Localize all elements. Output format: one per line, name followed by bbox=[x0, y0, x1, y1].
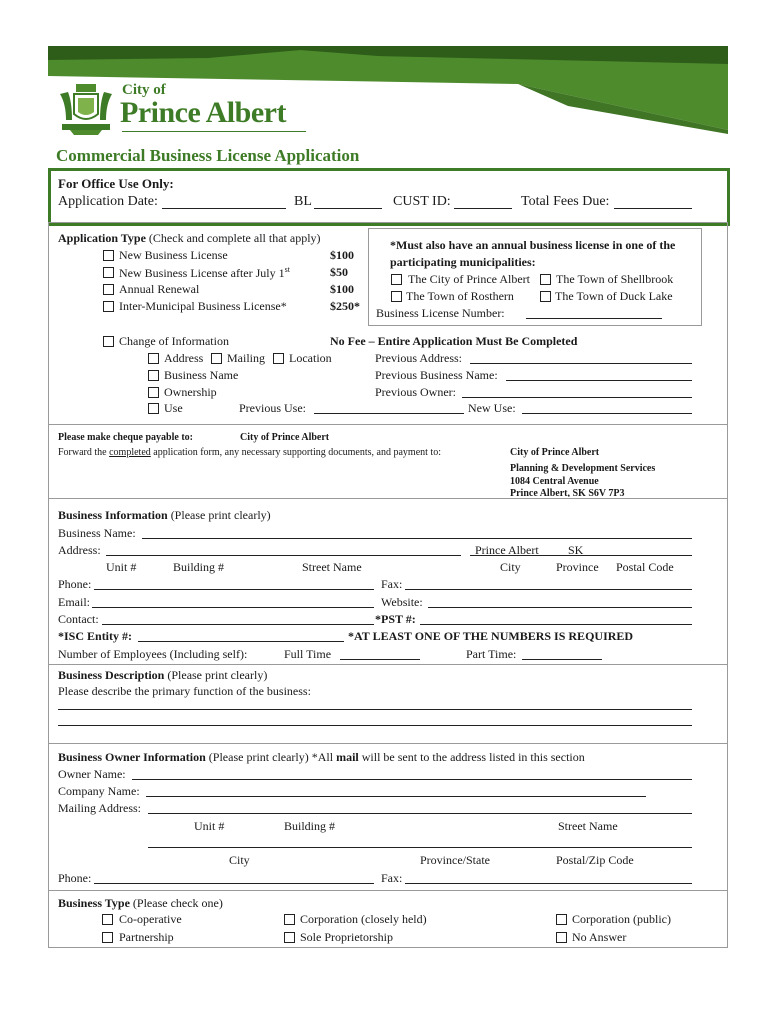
after-july-text: New Business License after July 1 bbox=[119, 266, 285, 280]
change-info-checkbox[interactable] bbox=[103, 336, 114, 347]
inter-municipal-fee: $250* bbox=[330, 299, 360, 313]
address-label: Address: bbox=[58, 543, 101, 557]
rosthern-checkbox[interactable] bbox=[391, 291, 402, 302]
forward-note bbox=[58, 447, 441, 458]
owner-name-label: Owner Name: bbox=[58, 767, 126, 781]
cooperative-checkbox[interactable] bbox=[102, 914, 113, 925]
bl-label: BL bbox=[294, 194, 312, 209]
duck-lake-checkbox[interactable] bbox=[540, 291, 551, 302]
inter-municipal-label: Inter-Municipal Business License* bbox=[119, 299, 287, 313]
location-checkbox[interactable] bbox=[273, 353, 284, 364]
city-value: Prince Albert bbox=[475, 543, 539, 557]
owner-postal-caption: Postal/Zip Code bbox=[556, 853, 634, 867]
corporation-public-checkbox[interactable] bbox=[556, 914, 567, 925]
shellbrook-checkbox[interactable] bbox=[540, 274, 551, 285]
mailing-address-label: Mailing Address: bbox=[58, 801, 141, 815]
address-line-4: Prince Albert, SK S6V 7P3 bbox=[510, 488, 625, 497]
inter-municipal-checkbox[interactable] bbox=[103, 301, 114, 312]
owner-phone-field[interactable] bbox=[94, 883, 374, 884]
contact-label: Contact: bbox=[58, 612, 99, 626]
description-line-2[interactable] bbox=[58, 725, 692, 726]
owner-building-caption: Building # bbox=[284, 819, 336, 833]
fax-field[interactable] bbox=[405, 589, 692, 590]
license-number-field[interactable] bbox=[526, 318, 662, 319]
address-change-label: Address bbox=[164, 351, 204, 365]
phone-label: Phone: bbox=[58, 577, 92, 591]
website-label: Website: bbox=[381, 595, 423, 609]
isc-field[interactable] bbox=[138, 641, 344, 642]
required-note: *AT LEAST ONE OF THE NUMBERS IS REQUIRED bbox=[348, 629, 634, 643]
pa-city-checkbox[interactable] bbox=[391, 274, 402, 285]
use-checkbox[interactable] bbox=[148, 403, 159, 414]
license-number-label: Business License Number: bbox=[376, 306, 505, 320]
previous-owner-field[interactable] bbox=[462, 397, 692, 398]
address-line-2: Planning & Development Services bbox=[510, 463, 656, 474]
owner-city-caption: City bbox=[229, 853, 250, 867]
business-info-title: Business Information bbox=[58, 508, 168, 522]
divider bbox=[48, 664, 728, 665]
unit-caption: Unit # bbox=[106, 560, 137, 574]
location-label: Location bbox=[289, 351, 332, 365]
forward-pre: Forward the bbox=[58, 447, 110, 458]
city-of-label: City of bbox=[122, 82, 166, 98]
building-caption: Building # bbox=[173, 560, 225, 574]
fax-label: Fax: bbox=[381, 577, 403, 591]
corporation-public-label: Corporation (public) bbox=[572, 912, 671, 926]
new-license-checkbox[interactable] bbox=[103, 250, 114, 261]
new-license-fee: $100 bbox=[330, 248, 354, 262]
pst-label: *PST #: bbox=[375, 612, 416, 626]
previous-business-name-field[interactable] bbox=[506, 380, 692, 381]
municipal-note-2: participating municipalities: bbox=[390, 255, 536, 269]
full-time-label: Full Time bbox=[284, 647, 332, 661]
part-time-field[interactable] bbox=[522, 659, 602, 660]
street-caption: Street Name bbox=[302, 560, 362, 574]
owner-note-pre: (Please print clearly) *All bbox=[208, 750, 337, 764]
owner-street-caption: Street Name bbox=[558, 819, 618, 833]
isc-label: *ISC Entity #: bbox=[58, 629, 133, 643]
email-field[interactable] bbox=[92, 607, 374, 608]
partnership-checkbox[interactable] bbox=[102, 932, 113, 943]
owner-fax-field[interactable] bbox=[405, 883, 692, 884]
description-line-1[interactable] bbox=[58, 709, 692, 710]
address-line-1: City of Prince Albert bbox=[510, 447, 600, 458]
bl-field[interactable] bbox=[314, 208, 382, 209]
no-fee-note: No Fee – Entire Application Must Be Completed bbox=[330, 334, 578, 348]
use-label: Use bbox=[164, 401, 183, 415]
part-time-label: Part Time: bbox=[466, 647, 517, 661]
after-july-label bbox=[119, 265, 290, 281]
sole-proprietorship-label: Sole Proprietorship bbox=[300, 930, 393, 944]
annual-renewal-label: Annual Renewal bbox=[119, 282, 200, 296]
address-line-4-clip bbox=[510, 488, 625, 497]
application-date-field[interactable] bbox=[162, 208, 286, 209]
divider bbox=[48, 890, 728, 891]
address-city-line bbox=[470, 555, 692, 556]
after-july-fee: $50 bbox=[330, 265, 348, 279]
change-info-label: Change of Information bbox=[119, 334, 229, 348]
previous-owner-label: Previous Owner: bbox=[375, 385, 456, 399]
previous-address-field[interactable] bbox=[470, 363, 692, 364]
after-july-sup: st bbox=[284, 265, 290, 274]
email-label: Email: bbox=[58, 595, 90, 609]
total-fees-field[interactable] bbox=[614, 208, 692, 209]
divider bbox=[48, 498, 728, 499]
corporation-closely-checkbox[interactable] bbox=[284, 914, 295, 925]
employees-label: Number of Employees (Including self): bbox=[58, 647, 248, 661]
description-prompt: Please describe the primary function of the business: bbox=[58, 684, 311, 698]
partnership-label: Partnership bbox=[119, 930, 174, 944]
province-caption: Province bbox=[556, 560, 599, 574]
annual-renewal-fee: $100 bbox=[330, 282, 354, 296]
form-title: Commercial Business License Application bbox=[56, 146, 360, 165]
owner-unit-caption: Unit # bbox=[194, 819, 225, 833]
province-value: SK bbox=[568, 543, 584, 557]
business-name-field[interactable] bbox=[142, 538, 692, 539]
address-line-3: 1084 Central Avenue bbox=[510, 476, 599, 487]
application-type-title: Application Type bbox=[58, 231, 146, 245]
owner-info-heading bbox=[58, 750, 585, 765]
previous-business-name-label: Previous Business Name: bbox=[375, 368, 498, 382]
cooperative-label: Co-operative bbox=[119, 912, 182, 926]
pa-city-label: The City of Prince Albert bbox=[408, 272, 530, 286]
postal-caption: Postal Code bbox=[616, 560, 674, 574]
cust-id-field[interactable] bbox=[454, 208, 512, 209]
city-crest-logo bbox=[56, 80, 116, 136]
previous-use-field[interactable] bbox=[314, 413, 464, 414]
no-answer-checkbox[interactable] bbox=[556, 932, 567, 943]
description-heading bbox=[58, 668, 267, 683]
no-answer-label: No Answer bbox=[572, 930, 627, 944]
previous-address-label: Previous Address: bbox=[375, 351, 462, 365]
mailing-address-field[interactable] bbox=[148, 813, 692, 814]
application-date-label: Application Date: bbox=[58, 194, 158, 209]
address-checkbox[interactable] bbox=[148, 353, 159, 364]
forward-completed: completed bbox=[109, 447, 151, 458]
owner-phone-label: Phone: bbox=[58, 871, 92, 885]
application-type-note: (Check and complete all that apply) bbox=[148, 231, 321, 245]
owner-note-post: will be sent to the address listed in this section bbox=[358, 750, 585, 764]
previous-use-label: Previous Use: bbox=[239, 401, 306, 415]
duck-lake-label: The Town of Duck Lake bbox=[555, 289, 673, 303]
company-name-field[interactable] bbox=[146, 796, 646, 797]
business-info-note: (Please print clearly) bbox=[170, 508, 271, 522]
divider bbox=[48, 743, 728, 744]
website-field[interactable] bbox=[428, 607, 692, 608]
address-field[interactable] bbox=[106, 555, 461, 556]
phone-field[interactable] bbox=[94, 589, 374, 590]
full-time-field[interactable] bbox=[340, 659, 420, 660]
new-license-label: New Business License bbox=[119, 248, 228, 262]
annual-renewal-checkbox[interactable] bbox=[103, 284, 114, 295]
description-title: Business Description bbox=[58, 668, 165, 682]
municipal-note: *Must also have an annual business license in one of the bbox=[390, 238, 676, 252]
business-type-heading bbox=[58, 896, 223, 911]
owner-note-mail: mail bbox=[336, 750, 359, 764]
logo-underline bbox=[122, 131, 306, 132]
owner-province-caption: Province/State bbox=[420, 853, 490, 867]
cust-id-label: CUST ID: bbox=[393, 194, 451, 209]
new-use-field[interactable] bbox=[522, 413, 692, 414]
owner-info-title: Business Owner Information bbox=[58, 750, 206, 764]
business-type-note: (Please check one) bbox=[132, 896, 223, 910]
business-info-heading bbox=[58, 508, 271, 523]
total-fees-label: Total Fees Due: bbox=[521, 194, 610, 209]
mailing-address-line-2[interactable] bbox=[148, 847, 692, 848]
mailing-label: Mailing bbox=[227, 351, 265, 365]
owner-fax-label: Fax: bbox=[381, 871, 403, 885]
forward-post: application form, any necessary supporting documents, and payment to: bbox=[150, 447, 441, 458]
city-caption: City bbox=[500, 560, 521, 574]
ownership-label: Ownership bbox=[164, 385, 217, 399]
business-name-change-label: Business Name bbox=[164, 368, 239, 382]
divider bbox=[48, 424, 728, 425]
office-use-heading: For Office Use Only: bbox=[58, 176, 174, 191]
cheque-label: Please make cheque payable to: bbox=[58, 432, 193, 443]
application-type-heading bbox=[58, 231, 321, 246]
city-name-logo: Prince Albert bbox=[120, 96, 286, 129]
owner-name-field[interactable] bbox=[132, 779, 692, 780]
after-july-checkbox[interactable] bbox=[103, 267, 114, 278]
business-type-title: Business Type bbox=[58, 896, 130, 910]
sole-proprietorship-checkbox[interactable] bbox=[284, 932, 295, 943]
corporation-closely-label: Corporation (closely held) bbox=[300, 912, 427, 926]
pst-field[interactable] bbox=[420, 624, 692, 625]
description-note: (Please print clearly) bbox=[167, 668, 268, 682]
business-name-label: Business Name: bbox=[58, 526, 136, 540]
cheque-payee: City of Prince Albert bbox=[240, 432, 330, 443]
business-name-checkbox[interactable] bbox=[148, 370, 159, 381]
shellbrook-label: The Town of Shellbrook bbox=[556, 272, 674, 286]
new-use-label: New Use: bbox=[468, 401, 516, 415]
company-name-label: Company Name: bbox=[58, 784, 140, 798]
contact-field[interactable] bbox=[102, 624, 374, 625]
mailing-checkbox[interactable] bbox=[211, 353, 222, 364]
rosthern-label: The Town of Rosthern bbox=[406, 289, 514, 303]
ownership-checkbox[interactable] bbox=[148, 387, 159, 398]
